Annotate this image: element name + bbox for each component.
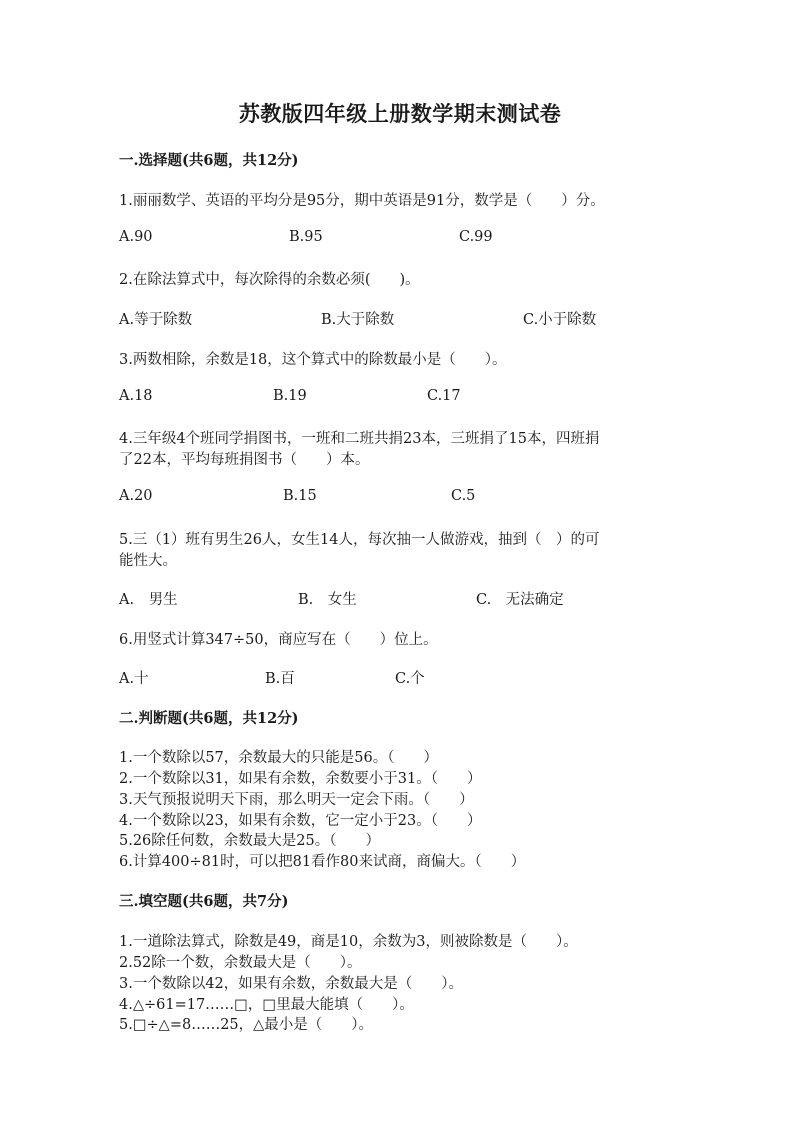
- option-b: B.19: [273, 388, 307, 404]
- judgment-item: 4.一个数除以23，如果有余数，它一定小于23。（ ）: [119, 813, 482, 829]
- fill-blank-item: 4.△÷61=17……□，□里最大能填（ ）。: [119, 997, 414, 1013]
- option-c: C.17: [427, 388, 461, 404]
- section-heading-judgment: 二.判断题(共6题，共12分): [119, 710, 299, 727]
- question-text: 4.三年级4个班同学捐图书，一班和二班共捐23本，三班捐了15本，四班捐: [119, 431, 600, 447]
- section-heading-fill-blank: 三.填空题(共6题，共7分): [119, 893, 289, 910]
- option-c: C. 无法确定: [476, 592, 564, 608]
- option-c: C.个: [395, 671, 425, 687]
- question-text: 1.丽丽数学、英语的平均分是95分，期中英语是91分，数学是（ ）分。: [119, 193, 605, 209]
- option-b: B. 女生: [298, 592, 357, 608]
- option-b: B.15: [283, 488, 317, 504]
- fill-blank-item: 2.52除一个数，余数最大是（ ）。: [119, 955, 362, 971]
- option-b: B.大于除数: [321, 312, 395, 328]
- fill-blank-item: 3.一个数除以42，如果有余数，余数最大是（ ）。: [119, 976, 464, 992]
- question-text-continued: 能性大。: [119, 553, 177, 569]
- question-text: 5.三（1）班有男生26人，女生14人，每次抽一人做游戏，抽到（ ）的可: [119, 532, 600, 548]
- judgment-item: 6.计算400÷81时，可以把81看作80来试商，商偏大。（ ）: [119, 854, 526, 870]
- fill-blank-item: 1.一道除法算式，除数是49，商是10，余数为3，则被除数是（ ）。: [119, 934, 578, 950]
- option-c: C.99: [459, 229, 493, 245]
- option-c: C.小于除数: [523, 312, 597, 328]
- page-title: 苏教版四年级上册数学期末测试卷: [238, 101, 562, 126]
- option-b: B.95: [289, 229, 323, 245]
- question-text: 2.在除法算式中，每次除得的余数必须( )。: [119, 272, 420, 288]
- question-text-continued: 了22本，平均每班捐图书（ ）本。: [119, 452, 370, 468]
- option-a: A. 男生: [119, 592, 178, 608]
- fill-blank-item: 5.□÷△=8……25，△最小是（ ）。: [119, 1017, 374, 1033]
- option-a: A.十: [119, 671, 149, 687]
- judgment-item: 2.一个数除以31，如果有余数，余数要小于31。（ ）: [119, 771, 482, 787]
- section-heading-choice: 一.选择题(共6题，共12分): [119, 152, 299, 169]
- judgment-item: 5.26除任何数，余数最大是25。（ ）: [119, 833, 380, 849]
- option-a: A.90: [119, 229, 153, 245]
- option-c: C.5: [451, 488, 476, 504]
- question-text: 3.两数相除，余数是18，这个算式中的除数最小是（ ）。: [119, 352, 507, 368]
- question-text: 6.用竖式计算347÷50，商应写在（ ）位上。: [119, 632, 438, 648]
- option-a: A.18: [119, 388, 153, 404]
- option-a: A.等于除数: [119, 312, 193, 328]
- judgment-item: 3.天气预报说明天下雨，那么明天一定会下雨。（ ）: [119, 792, 474, 808]
- option-b: B.百: [265, 671, 295, 687]
- option-a: A.20: [119, 488, 153, 504]
- judgment-item: 1.一个数除以57，余数最大的只能是56。（ ）: [119, 750, 438, 766]
